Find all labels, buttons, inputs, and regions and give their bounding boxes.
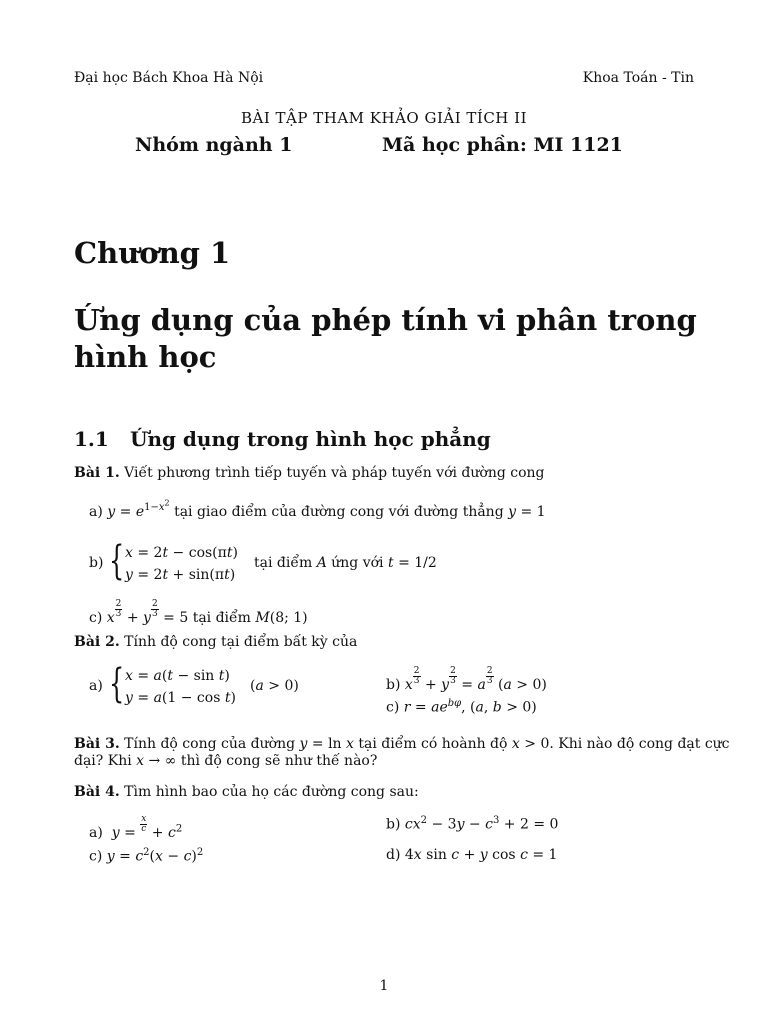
bai4-label: Bài 4. xyxy=(74,784,120,800)
bai1-text: Viết phương trình tiếp tuyến và pháp tuyến với đường cong xyxy=(124,465,545,481)
item-label: a) xyxy=(89,503,103,520)
bai2-item-b: b) x $\frac{2}{3}$ + y $\frac{2}{3}$ = a $\frac{2}{3}$ (a > 0) xyxy=(386,666,547,693)
chapter-title-line2: hình học xyxy=(74,340,217,374)
bai4-item-c: c) $y = c^2(x - c)^2$ xyxy=(89,847,204,865)
bai2-text: Tính độ cong tại điểm bất kỳ của xyxy=(124,634,358,650)
bai1-b-eq1: x = 2t − cos(πt) xyxy=(125,545,238,561)
section-title: Ứng dụng trong hình học phẳng xyxy=(130,427,491,451)
bai2-a-eq2: y = a(1 − cos t) xyxy=(125,690,236,706)
bai4-item-d: d) 4x sin c + y cos c = 1 xyxy=(386,847,558,863)
bai4-text: Tìm hình bao của họ các đường cong sau: xyxy=(124,784,419,800)
bai1-label: Bài 1. xyxy=(74,465,120,481)
item-text: tại giao điểm của đường cong với đường thẳng xyxy=(174,503,504,520)
bai1-item-a: a) $y = e^{1-x^2}$ tại giao điểm của đường cong với đường thẳng y = 1 xyxy=(89,499,546,520)
bai3-text: tại điểm có hoành độ xyxy=(358,736,508,752)
left-brace: { xyxy=(109,661,125,707)
chapter-label: Chương 1 xyxy=(74,236,231,270)
header-university: Đại học Bách Khoa Hà Nội xyxy=(74,70,264,86)
item-label: d) xyxy=(386,847,401,863)
bai1-b-eq2: y = 2t + sin(πt) xyxy=(125,567,236,583)
item-label: c) xyxy=(89,610,103,626)
bai4-statement xyxy=(74,784,419,800)
document-title: BÀI TẬP THAM KHẢO GIẢI TÍCH II xyxy=(240,109,528,127)
item-text: tại điểm xyxy=(254,555,313,571)
section-number: 1.1 xyxy=(74,427,109,451)
bai1-b-condition: tại điểm A ứng với t = 1/2 xyxy=(254,555,437,571)
left-brace: { xyxy=(109,538,125,584)
header-department: Khoa Toán - Tin xyxy=(582,70,694,86)
bai3-text: Tính độ cong của đường xyxy=(124,736,296,752)
chapter-title-line1: Ứng dụng của phép tính vi phân trong xyxy=(74,303,697,337)
bai1-item-b-label: b) xyxy=(89,555,104,571)
bai3-line2: đại? Khi x → ∞ thì độ cong sẽ như thế nào? xyxy=(74,753,378,769)
bai2-statement xyxy=(74,634,357,650)
item-label: a) xyxy=(89,825,103,841)
item-label: c) xyxy=(386,699,400,716)
item-label: b) xyxy=(386,677,401,693)
bai3-text: . Khi nào độ cong đạt cực xyxy=(549,736,730,752)
bai2-item-c: c) $r = ae^{b\varphi}$, (a, b > 0) xyxy=(386,698,537,716)
bai4-item-a: a) y = $\frac{x}{c}$ + $c^2$ xyxy=(89,814,183,841)
page-number: 1 xyxy=(379,978,389,994)
bai3-label: Bài 3. xyxy=(74,736,120,752)
bai3-text: thì độ cong sẽ như thế nào? xyxy=(180,753,378,769)
bai3-line1: Bài 3. Tính độ cong của đường y = ln x tại điểm có hoành độ x > 0. Khi nào độ cong đạt cực xyxy=(74,736,730,752)
item-label: b) xyxy=(386,816,401,833)
item-label: c) xyxy=(89,848,103,865)
item-text: = 5 tại điểm xyxy=(163,610,251,626)
bai2-a-eq1: x = a(t − sin t) xyxy=(125,668,230,684)
bai3-text: đại? Khi xyxy=(74,753,132,769)
group-label: Nhóm ngành 1 xyxy=(135,134,293,156)
bai2-a-condition: (a > 0) xyxy=(250,678,299,694)
bai4-item-b: b) $cx^2 - 3y - c^3 + 2 = 0$ xyxy=(386,815,559,833)
bai1-item-c: c) x $\frac{2}{3}$ + y $\frac{2}{3}$ = 5 tại điểm M(8; 1) xyxy=(89,599,308,626)
bai2-label: Bài 2. xyxy=(74,634,120,650)
bai2-item-a-label: a) xyxy=(89,678,103,694)
bai1-statement xyxy=(74,465,545,481)
course-code: Mã học phần: MI 1121 xyxy=(382,134,623,156)
